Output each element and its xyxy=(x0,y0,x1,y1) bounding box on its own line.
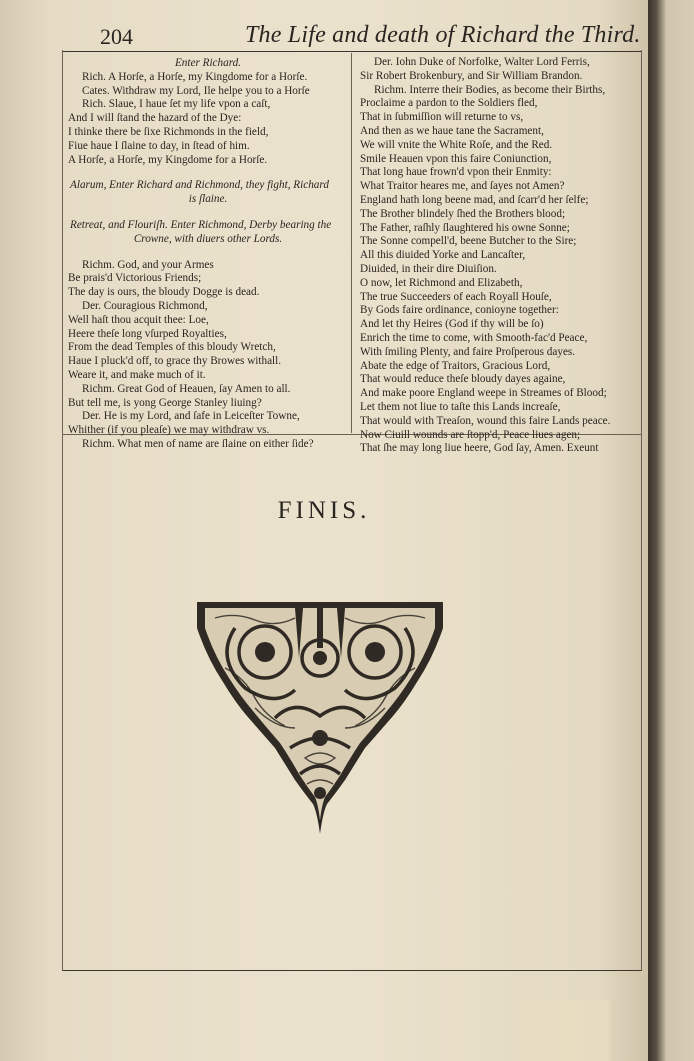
left-text-line: Retreat, and Flouriſh. Enter Richmond, Derby bearing the xyxy=(70,218,332,231)
left-text-line: Richm. Great God of Heauen, ſay Amen to all. xyxy=(82,382,291,395)
right-text-line: Smile Heauen vpon this faire Coniunction, xyxy=(360,152,552,165)
left-text-line: Rich. A Horſe, a Horſe, my Kingdome for a Horſe. xyxy=(82,70,308,83)
left-text-column xyxy=(68,57,348,452)
right-text-line: With ſmiling Plenty, and faire Proſperous dayes. xyxy=(360,345,576,358)
left-text-line xyxy=(68,247,348,259)
left-text-line: Der. He is my Lord, and ſafe in Leiceſter Towne, xyxy=(82,410,300,423)
right-text-line: The Brother blindely ſhed the Brothers blood; xyxy=(360,207,566,220)
left-text-line: Richm. God, and your Armes xyxy=(82,258,214,271)
left-text-line: Be prais'd Victorious Friends; xyxy=(68,272,202,285)
right-text-column xyxy=(360,56,642,456)
left-text-line: I thinke there be ſixe Richmonds in the field, xyxy=(68,125,269,138)
right-text-line: O now, let Richmond and Elizabeth, xyxy=(360,276,523,289)
right-text-line: That ſhe may long liue heere, God ſay, Amen. Exeunt xyxy=(360,442,599,455)
left-text-line: A Horſe, a Horſe, my Kingdome for a Horſe. xyxy=(68,153,268,166)
right-text-line: What Traitor heares me, and ſayes not Amen? xyxy=(360,180,565,193)
right-text-line: England hath long beene mad, and ſcarr'd her ſelfe; xyxy=(360,193,589,206)
left-text-line: Heere theſe long vſurped Royalties, xyxy=(68,327,227,340)
right-text-line: Sir Robert Brokenbury, and Sir William Brandon. xyxy=(360,69,583,82)
left-text-line: Alarum, Enter Richard and Richmond, they fight, Richard xyxy=(70,179,329,192)
right-text-line: And then as we haue tane the Sacrament, xyxy=(360,124,544,137)
right-text-line: All this diuided Yorke and Lancaſter, xyxy=(360,249,526,262)
right-text-line: Der. Iohn Duke of Norfolke, Walter Lord Ferris, xyxy=(374,56,590,68)
right-text-line: That would reduce theſe bloudy dayes againe, xyxy=(360,373,566,386)
right-text-line: That in ſubmiſſion will returne to vs, xyxy=(360,111,524,124)
right-text-line: And let thy Heires (God if thy will be ſo) xyxy=(360,318,544,331)
left-text-line: Der. Couragious Richmond, xyxy=(82,299,208,312)
left-text-line: Weare it, and make much of it. xyxy=(68,368,206,381)
left-text-line: But tell me, is yong George Stanley liuing? xyxy=(68,396,262,409)
right-text-line: By Gods faire ordinance, conioyne together: xyxy=(360,304,559,317)
left-text-line: Enter Richard. xyxy=(174,57,242,69)
paper-stain xyxy=(520,1000,610,1061)
running-title: The Life and death of Richard the Third. xyxy=(245,22,641,48)
left-text-line xyxy=(68,167,348,179)
right-text-line: The Sonne compell'd, beene Butcher to the Sire; xyxy=(360,235,577,248)
right-text-line: Enrich the time to come, with Smooth-fac'd Peace, xyxy=(360,331,588,344)
right-text-line: Now Ciuill wounds are ſtopp'd, Peace liues agen; xyxy=(360,428,581,441)
right-text-line: Richm. Interre their Bodies, as become their Births, xyxy=(374,83,606,96)
right-text-line: We will vnite the White Roſe, and the Red. xyxy=(360,138,553,151)
left-text-line: Well haſt thou acquit thee: Loe, xyxy=(68,313,209,326)
right-text-line: That would with Treaſon, wound this faire Lands peace. xyxy=(360,414,611,427)
left-text-line: The day is ours, the bloudy Dogge is dead. xyxy=(68,286,260,299)
left-text-line: From the dead Temples of this bloudy Wretch, xyxy=(68,341,276,354)
left-text-line: Fiue haue I ſlaine to day, in ſtead of him. xyxy=(68,139,250,152)
right-text-line: Diuided, in their dire Diuiſion. xyxy=(360,262,497,275)
page-number: 204 xyxy=(100,24,133,49)
right-text-line: The Father, raſhly ſlaughtered his owne Sonne; xyxy=(360,221,570,234)
finis-heading: FINIS. xyxy=(277,497,371,524)
left-text-line: Rich. Slaue, I haue ſet my life vpon a caſt, xyxy=(82,98,271,111)
right-text-line: And make poore England weepe in Streames of Blood; xyxy=(360,387,607,400)
left-text-line xyxy=(68,207,348,219)
column-divider xyxy=(351,53,352,433)
right-text-line: Proclaime a pardon to the Soldiers fled, xyxy=(360,97,538,110)
left-text-line: Whither (if you pleaſe) we may withdraw vs. xyxy=(68,424,270,437)
right-text-line: Let them not liue to taſte this Lands increaſe, xyxy=(360,400,561,413)
left-text-line: is ſlaine. xyxy=(188,193,228,206)
tailpiece-ornament xyxy=(195,598,445,843)
right-text-line: Abate the edge of Traitors, Gracious Lord, xyxy=(360,359,551,372)
right-text-line: The true Succeeders of each Royall Houſe, xyxy=(360,290,552,303)
left-text-line: And I will ſtand the hazard of the Dye: xyxy=(68,112,242,125)
book-gutter xyxy=(648,0,694,1061)
right-text-line: That long haue frown'd vpon their Enmity: xyxy=(360,166,552,179)
left-text-line: Cates. Withdraw my Lord, Ile helpe you to a Horſe xyxy=(82,84,310,97)
left-text-line: Richm. What men of name are ſlaine on either ſide? xyxy=(82,437,314,450)
left-text-line: Crowne, with diuers other Lords. xyxy=(133,232,283,245)
left-text-line: Haue I pluck'd off, to grace thy Browes withall. xyxy=(68,355,282,368)
